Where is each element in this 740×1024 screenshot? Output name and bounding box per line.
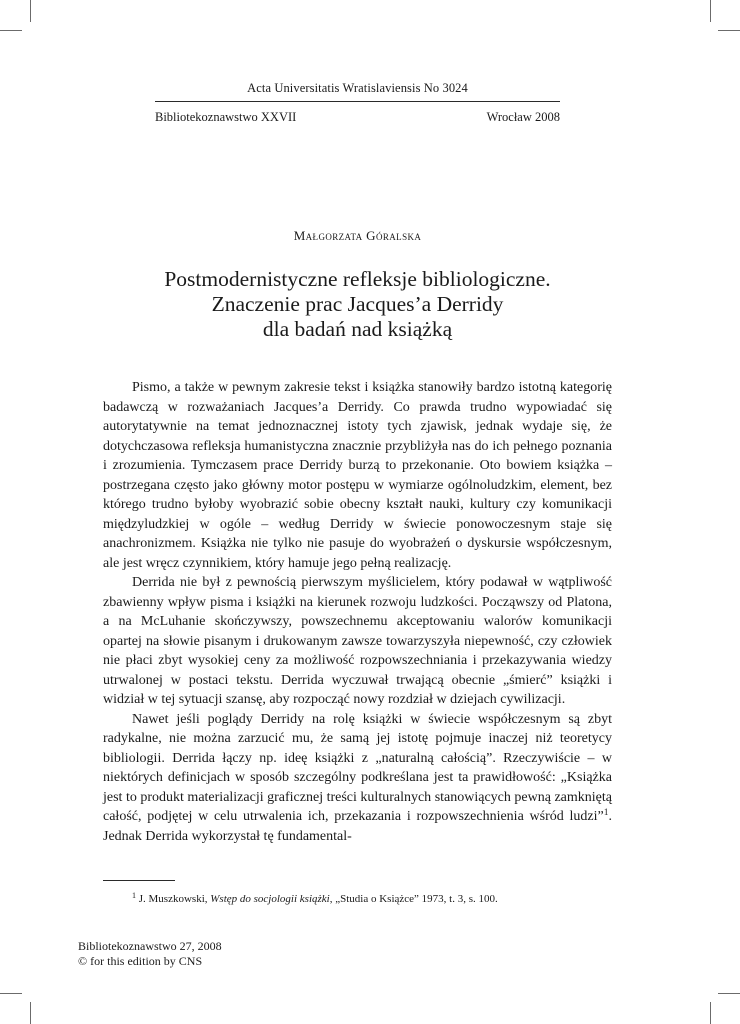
crop-mark — [710, 0, 711, 22]
paragraph-text: Nawet jeśli poglądy Derridy na rolę książki w świecie współczesnym są zbyt radykalne, nie można zarzucić mu, że samą jej istotę pojmuje inaczej niż teoretycy bibliologii. Derrida łączy np. ideę książki z „naturalną całością”. Rzeczywiście – w niektórych definicjach w sposób szczególny podkreślana jest ta prawidłowość: „Książka jest to produkt materializacji graficznej treści kulturalnych stanowiących pewną zamkniętą całość, podjętej w celu utrwalenia ich, przekazania i rozpowszechnienia wśród ludzi” — [103, 711, 612, 824]
crop-mark — [0, 993, 22, 994]
paragraph: Pismo, a także w pewnym zakresie tekst i książka stanowiły bardzo istotną kategorię badawczą w rozważaniach Jacques’a Derridy. Co prawda trudno wypowiadać się autorytatywnie na temat jednoznacznej istoty tych zjawisk, jednak wydaje się, że dotychczasowa refleksja humanistyczna znacznie przybliżyła nas do ich pełnego poznania i zrozumienia. Tymczasem prace Derridy burzą to przekonanie. Oto bowiem książka – postrzegana często jako główny motor postępu w wymiarze ogólnoludzkim, element, bez którego trudno byłoby wyobrazić sobie obecny kształt nauki, kultury czy komunikacji międzyludzkiej w ogóle – według Derridy w świecie ponowoczesnym staje się anachronizmem. Książka nie tylko nie pasuje do wyobrażeń o dyskursie współczesnym, ale jest wręcz czynnikiem, który hamuje jego pełną realizację. — [103, 380, 612, 571]
title-line: Postmodernistyczne refleksje bibliologiczne. — [164, 267, 551, 291]
crop-mark — [30, 1002, 31, 1024]
imprint — [78, 939, 222, 969]
footnote-reference[interactable]: 1 — [603, 808, 609, 818]
imprint-line: Bibliotekoznawstwo 27, 2008 — [78, 939, 222, 953]
crop-mark — [710, 1002, 711, 1024]
journal-title: Acta Universitatis Wratislaviensis No 3024 — [247, 81, 468, 95]
article-title — [90, 267, 625, 342]
title-line: dla badań nad książką — [262, 317, 453, 341]
paragraph-text: . Jednak Derrida wykorzystał tę fundamental- — [103, 809, 612, 844]
copyright-line: © for this edition by CNS — [78, 954, 203, 968]
footnote-rule — [103, 880, 175, 881]
footnote-mark: 1 — [132, 891, 136, 900]
crop-mark — [718, 30, 740, 31]
crop-mark — [718, 993, 740, 994]
author-name: Małgorzata Góralska — [293, 228, 422, 243]
crop-mark — [30, 0, 31, 22]
title-line: Znaczenie prac Jacques’a Derridy — [211, 292, 504, 316]
footnote-work-title: Wstęp do socjologii książki — [210, 893, 330, 905]
paragraph: Derrida nie był z pewnością pierwszym myślicielem, który podawał w wątpliwość zbawienny wpływ pisma i książki na kierunek rozwoju ludzkości. Począwszy od Platona, a na McLuhanie skończywszy, powszechnemu akceptowaniu walorów komunikacji opartej na słowie pisanym i drukowanym zawsze towarzyszyła niepewność, czy człowiek nie płaci zbyt wysokiej ceny za możliwość rozpowszechniania i przekazywania wiedzy utrwalonej w postaci tekstu. Derrida wyczuwał trwającą obecnie „śmierć” książki i widział w tej sytuacji szansę, aby rozpocząć nowy rozdział w dziejach cywilizacji. — [103, 575, 612, 707]
article-body — [103, 378, 612, 846]
header-rule — [155, 101, 560, 102]
footnote-details: , „Studia o Książce” 1973, t. 3, s. 100. — [329, 893, 498, 905]
footnote — [103, 889, 612, 906]
crop-mark — [0, 30, 22, 31]
paragraph — [103, 710, 612, 847]
series-label: Bibliotekoznawstwo XXVII — [155, 110, 297, 124]
place-year: Wrocław 2008 — [486, 110, 560, 124]
footnote-author: J. Muszkowski, — [138, 893, 211, 905]
